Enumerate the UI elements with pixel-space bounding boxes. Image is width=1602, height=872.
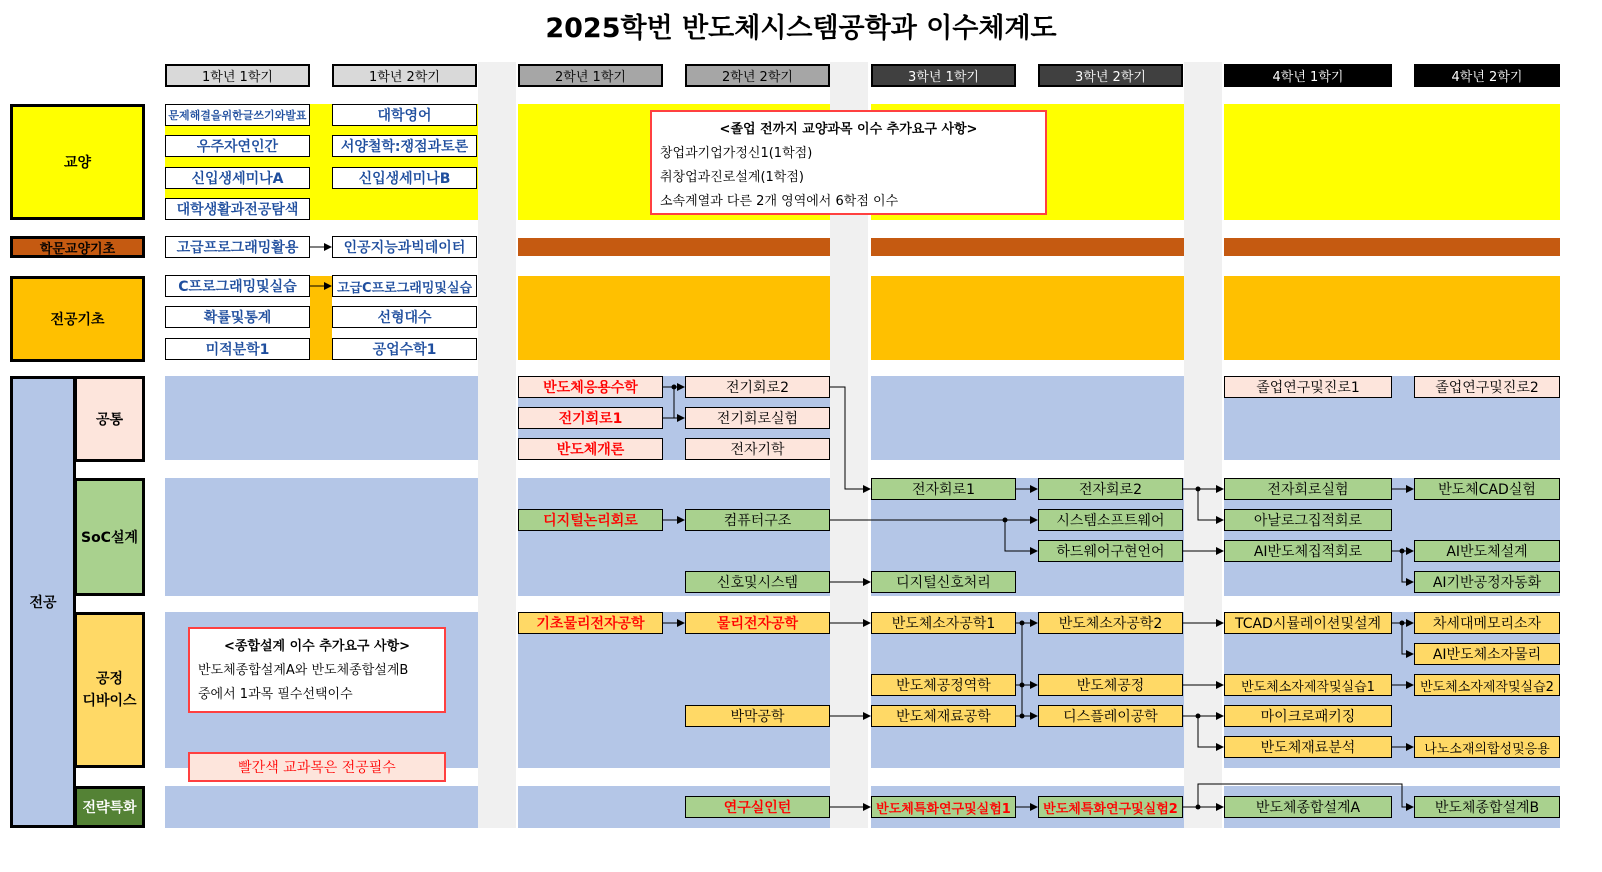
category-gongjeong: 공정 디바이스 <box>74 612 145 768</box>
category-gyoyang: 교양 <box>10 104 145 220</box>
course-box[interactable]: 인공지능과빅데이터 <box>332 236 477 258</box>
course-box[interactable]: AI기반공정자동화 <box>1414 571 1560 593</box>
note-title: <종합설계 이수 추가요구 사항> <box>223 639 411 654</box>
course-box[interactable]: AI반도체설계 <box>1414 540 1560 562</box>
note-line: 반도체종합설계A와 반도체종합설계B <box>198 663 409 678</box>
category-jeongong: 전공 <box>10 376 76 828</box>
course-box[interactable]: 공업수학1 <box>332 338 477 360</box>
semester-header: 2학년 1학기 <box>518 64 663 87</box>
course-box[interactable]: 반도체개론 <box>518 438 663 460</box>
course-box[interactable]: 전자회로2 <box>1038 478 1183 500</box>
course-box[interactable]: 마이크로패키징 <box>1224 705 1392 727</box>
semester-header: 1학년 1학기 <box>165 64 310 87</box>
course-box[interactable]: 서양철학:쟁점과토론 <box>332 135 477 157</box>
course-box[interactable]: 확률및통계 <box>165 306 310 328</box>
course-box[interactable]: 차세대메모리소자 <box>1414 612 1560 634</box>
category-hakmun: 학문교양기초 <box>10 236 145 258</box>
course-box[interactable]: 대학영어 <box>332 104 477 126</box>
course-box[interactable]: 전기회로1 <box>518 407 663 429</box>
course-box[interactable]: 신입생세미나B <box>332 167 477 189</box>
course-box[interactable]: 문제해결을위한글쓰기와발표 <box>165 104 310 126</box>
course-box[interactable]: 고급프로그래밍활용 <box>165 236 310 258</box>
course-box[interactable]: 반도체CAD실험 <box>1414 478 1560 500</box>
course-box[interactable]: AI반도체집적회로 <box>1224 540 1392 562</box>
page-title: 2025학번 반도체시스템공학과 이수체계도 <box>545 13 1057 44</box>
course-box[interactable]: 시스템소프트웨어 <box>1038 509 1183 531</box>
note-line: 소속계열과 다른 2개 영역에서 6학점 이수 <box>660 194 899 209</box>
note-line: 창업과기업가정신1(1학점) <box>660 146 813 161</box>
note-line: 중에서 1과목 필수선택이수 <box>198 687 353 702</box>
course-box[interactable]: 디스플레이공학 <box>1038 705 1183 727</box>
course-box[interactable]: 반도체재료분석 <box>1224 736 1392 758</box>
category-soc: SoC설계 <box>74 478 145 596</box>
course-box[interactable]: 전기회로실험 <box>685 407 830 429</box>
course-box[interactable]: 디지털신호처리 <box>871 571 1016 593</box>
course-box[interactable]: 반도체공정 <box>1038 674 1183 696</box>
course-box[interactable]: 연구실인턴 <box>685 796 830 818</box>
course-box[interactable]: 기초물리전자공학 <box>518 612 663 634</box>
course-box[interactable]: 물리전자공학 <box>685 612 830 634</box>
course-box[interactable]: 선형대수 <box>332 306 477 328</box>
course-box[interactable]: 아날로그집적회로 <box>1224 509 1392 531</box>
course-box[interactable]: 미적분학1 <box>165 338 310 360</box>
semester-header: 2학년 2학기 <box>685 64 830 87</box>
category-jeollyak: 전략특화 <box>74 786 145 828</box>
note-title: <졸업 전까지 교양과목 이수 추가요구 사항> <box>719 122 978 137</box>
course-box[interactable]: 우주자연인간 <box>165 135 310 157</box>
course-box[interactable]: 반도체응용수학 <box>518 376 663 398</box>
semester-header: 1학년 2학기 <box>332 64 477 87</box>
course-box[interactable]: 졸업연구및진로2 <box>1414 376 1560 398</box>
course-box[interactable]: 고급C프로그래밍및실습 <box>332 275 477 297</box>
course-box[interactable]: 반도체특화연구및실험1 <box>871 796 1016 818</box>
course-box[interactable]: 반도체공정역학 <box>871 674 1016 696</box>
course-box[interactable]: C프로그래밍및실습 <box>165 275 310 297</box>
course-box[interactable]: 반도체종합설계A <box>1224 796 1392 818</box>
course-box[interactable]: 대학생활과전공탐색 <box>165 198 310 220</box>
course-box[interactable]: 디지털논리회로 <box>518 509 663 531</box>
course-box[interactable]: 반도체특화연구및실험2 <box>1038 796 1183 818</box>
course-box[interactable]: 컴퓨터구조 <box>685 509 830 531</box>
semester-header: 3학년 2학기 <box>1038 64 1183 87</box>
semester-header: 4학년 1학기 <box>1224 64 1392 87</box>
course-box[interactable]: 반도체종합설계B <box>1414 796 1560 818</box>
course-box[interactable]: 전자회로1 <box>871 478 1016 500</box>
course-box[interactable]: AI반도체소자물리 <box>1414 643 1560 665</box>
course-box[interactable]: 반도체소자공학1 <box>871 612 1016 634</box>
course-box[interactable]: 박막공학 <box>685 705 830 727</box>
category-jeongong-gicho: 전공기초 <box>10 276 145 362</box>
category-gongtong: 공통 <box>74 376 145 462</box>
course-box[interactable]: 전기회로2 <box>685 376 830 398</box>
course-box[interactable]: 전자회로실험 <box>1224 478 1392 500</box>
semester-header: 3학년 1학기 <box>871 64 1016 87</box>
course-box[interactable]: 신입생세미나A <box>165 167 310 189</box>
course-box[interactable]: TCAD시뮬레이션및설계 <box>1224 612 1392 634</box>
course-box[interactable]: 반도체소자공학2 <box>1038 612 1183 634</box>
semester-header: 4학년 2학기 <box>1414 64 1560 87</box>
course-box[interactable]: 신호및시스템 <box>685 571 830 593</box>
legend-note: 빨간색 교과목은 전공필수 <box>188 752 446 782</box>
note-line: 취창업과진로설계(1학점) <box>660 170 804 185</box>
course-box[interactable]: 하드웨어구현언어 <box>1038 540 1183 562</box>
course-box[interactable]: 반도체소자제작및실습1 <box>1224 674 1392 696</box>
course-box[interactable]: 전자기학 <box>685 438 830 460</box>
course-box[interactable]: 나노소재의합성및응용 <box>1414 736 1560 758</box>
course-box[interactable]: 반도체재료공학 <box>871 705 1016 727</box>
course-box[interactable]: 졸업연구및진로1 <box>1224 376 1392 398</box>
course-box[interactable]: 반도체소자제작및실습2 <box>1414 674 1560 696</box>
